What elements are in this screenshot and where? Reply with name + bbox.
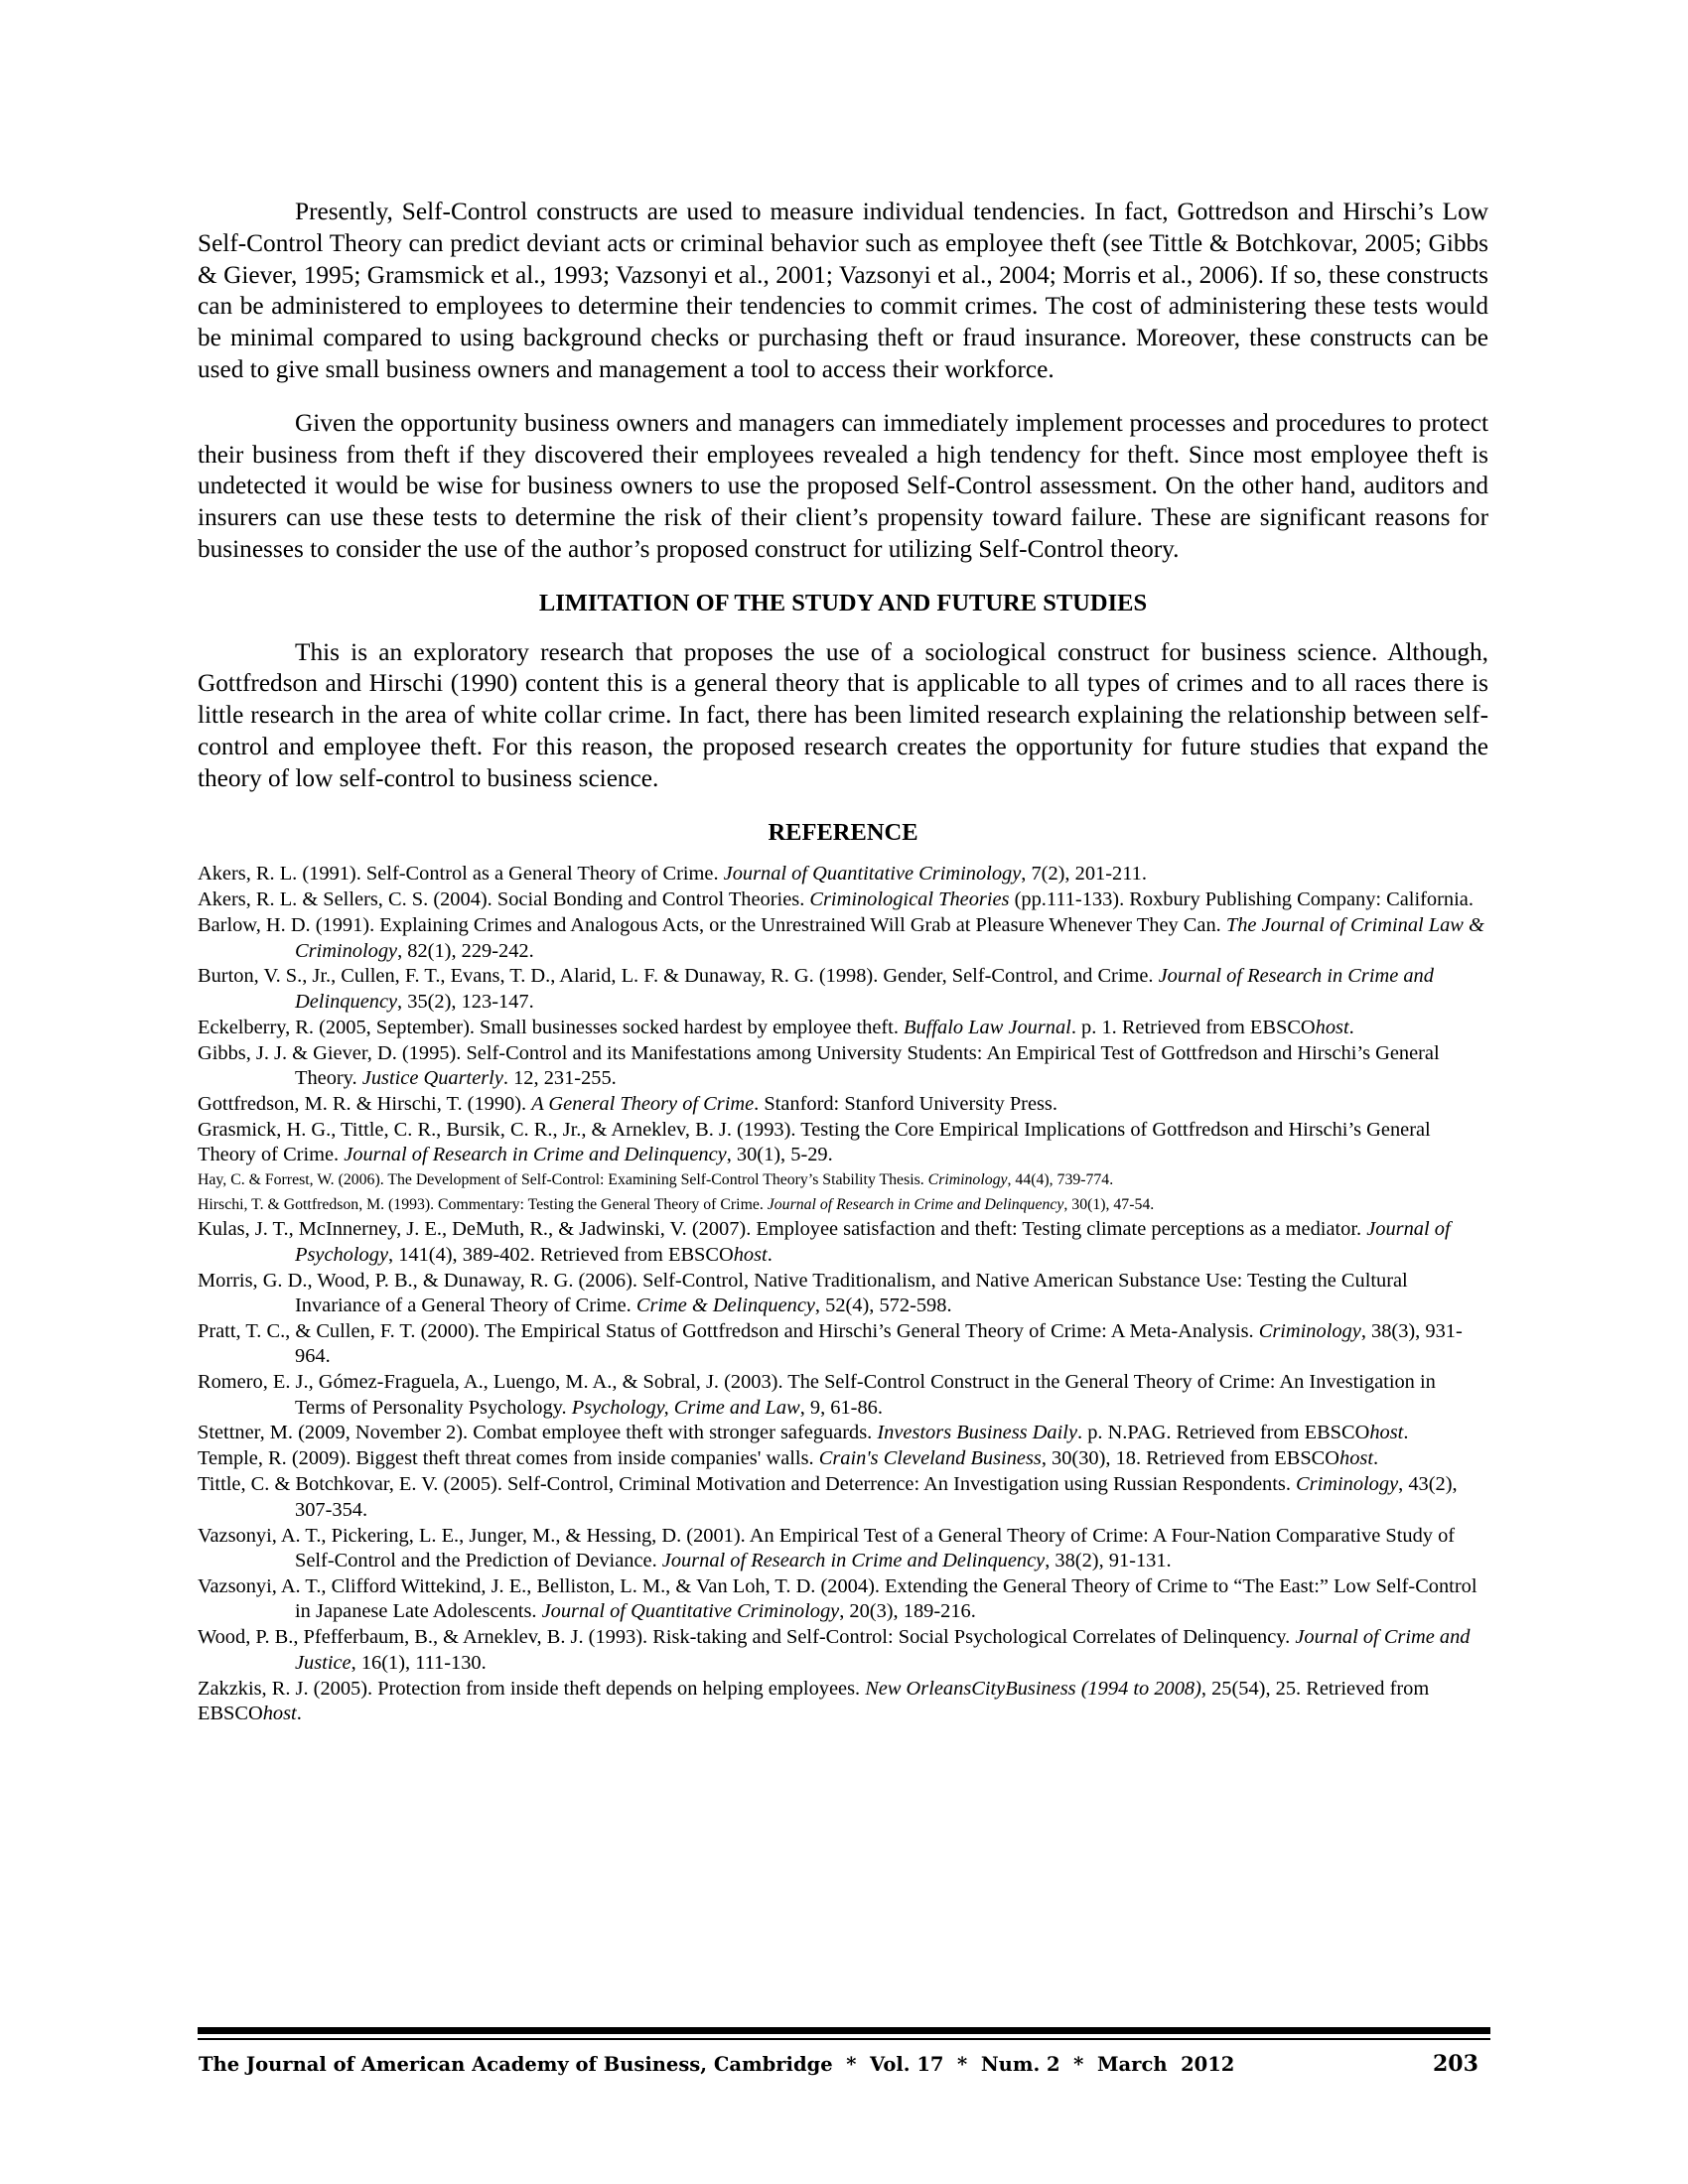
reference-text: Stettner, M. (2009, November 2). Combat employee theft with stronger safeguards.	[198, 1422, 878, 1444]
reference-source-title: host	[1369, 1422, 1404, 1444]
footer-journal-line: The Journal of American Academy of Business, Cambridge * Vol. 17 * Num. 2 * March 2012	[199, 2053, 1235, 2076]
reference-entry	[198, 1217, 1488, 1268]
limitations-heading: LIMITATION OF THE STUDY AND FUTURE STUDIES	[538, 589, 1148, 616]
reference-text: . 12, 231-255.	[502, 1067, 617, 1090]
footer-rule	[198, 2027, 1490, 2034]
reference-source-title: Crime & Delinquency	[635, 1294, 815, 1316]
reference-text: .	[1373, 1447, 1379, 1470]
reference-source-title: Criminology	[1258, 1319, 1361, 1342]
reference-source-title: host	[733, 1243, 768, 1266]
reference-text: , 25(54), 25. Retrieved from EBSCO	[198, 1677, 1430, 1724]
reference-text: Eckelberry, R. (2005, September). Small businesses socked hardest by employee theft.	[198, 1016, 905, 1038]
references-heading: REFERENCE	[768, 818, 918, 846]
reference-entry	[198, 1446, 1488, 1471]
limitations-paragraph: This is an exploratory research that proposes the use of a sociological construct for business science. Although, Gottfredson and Hirschi (1990) content this is a general theory that is applicable to all types of crimes and to all races there is little research in the area of white collar crime. In fact, there has been limited research explaining the relationship between self-control and employee theft. For this reason, the proposed research creates the opportunity for future studies that expand the theory of low self-control to business science.	[198, 637, 1488, 792]
reference-entry	[198, 1269, 1488, 1319]
reference-text: , 30(1), 47-54.	[1063, 1195, 1155, 1213]
reference-text: , 141(4), 389-402. Retrieved from EBSCO	[388, 1243, 734, 1266]
reference-entry	[198, 1193, 1488, 1217]
reference-source-title: Journal of Research in Crime and Delinquency	[295, 965, 1434, 1013]
reference-source-title: host	[262, 1702, 297, 1724]
reference-text: , 35(2), 123-147.	[397, 990, 534, 1013]
reference-entry	[198, 887, 1488, 912]
reference-text: , 30(1), 5-29.	[726, 1144, 833, 1166]
reference-text: , 7(2), 201-211.	[1021, 863, 1147, 886]
reference-text: Kulas, J. T., McInnerney, J. E., DeMuth, R., & Jadwinski, V. (2007). Employee satisfaction and theft: Testing climate perceptions as a mediator.	[198, 1218, 1367, 1241]
reference-entry	[198, 913, 1488, 964]
body-paragraph-1: Presently, Self-Control constructs are used to measure individual tendencies. In fact, Gottredson and Hirschi’s Low Self-Control Theory can predict deviant acts or criminal behavior such as employee theft (see Tittle & Botchkovar, 2005; Gibbs & Giever, 1995; Gramsmick et al., 1993; Vazsonyi et al., 2001; Vazsonyi et al., 2004; Morris et al., 2006). If so, these constructs can be administered to employees to determine their tendencies to commit crimes. The cost of administering these tests would be minimal compared to using background checks or purchasing theft or fraud insurance. Moreover, these constructs can be used to give small business owners and management a tool to access their workforce.	[198, 198, 1488, 383]
reference-text: Akers, R. L. & Sellers, C. S. (2004). Social Bonding and Control Theories.	[198, 888, 810, 911]
reference-entry	[198, 1574, 1488, 1625]
reference-source-title: Criminology	[1296, 1473, 1399, 1496]
reference-source-title: New OrleansCityBusiness (1994 to 2008)	[865, 1677, 1201, 1700]
reference-text: Hay, C. & Forrest, W. (2006). The Development of Self-Control: Examining Self-Control Theory’s Stability Thesis.	[198, 1171, 928, 1189]
reference-text: Morris, G. D., Wood, P. B., & Dunaway, R. G. (2006). Self-Control, Native Traditionalism, and Native American Substance Use: Testing the Cultural Invariance of a General Theory of Crime.	[198, 1269, 1408, 1316]
reference-source-title: Journal of Research in Crime and Delinquency	[661, 1550, 1046, 1571]
reference-source-title: Journal of Crime and Justice	[295, 1626, 1471, 1674]
reference-text: Akers, R. L. (1991). Self-Control as a General Theory of Crime.	[198, 863, 724, 886]
reference-source-title: Investors Business Daily	[877, 1422, 1077, 1444]
reference-entry	[198, 862, 1488, 887]
reference-source-title: host	[1315, 1016, 1349, 1038]
reference-entry	[198, 1118, 1488, 1168]
reference-text: .	[1403, 1422, 1409, 1444]
reference-text: Grasmick, H. G., Tittle, C. R., Bursik, C. R., Jr., & Arneklev, B. J. (1993). Testing the Core Empirical Implications of Gottfredson and Hirschi’s General Theory of Crime.	[198, 1118, 1431, 1166]
reference-entry	[198, 1168, 1488, 1192]
reference-source-title: Buffalo Law Journal	[904, 1016, 1071, 1038]
reference-source-title: Justice Quarterly	[361, 1067, 503, 1090]
reference-text: , 20(3), 189-216.	[839, 1600, 976, 1623]
reference-entry	[198, 1319, 1488, 1370]
reference-source-title: Journal of Quantitative Criminology	[723, 863, 1022, 886]
reference-text: Zakzkis, R. J. (2005). Protection from inside theft depends on helping employees.	[198, 1677, 866, 1700]
reference-text: , 44(4), 739-774.	[1007, 1171, 1114, 1189]
reference-entry	[198, 1370, 1488, 1421]
reference-text: . p. N.PAG. Retrieved from EBSCO	[1077, 1422, 1370, 1444]
reference-text: Romero, E. J., Gómez-Fraguela, A., Luengo, M. A., & Sobral, J. (2003). The Self-Control Construct in the General Theory of Crime: An Investigation in Terms of Personality Psychology.	[198, 1371, 1436, 1419]
reference-text: , 43(2), 307-354.	[295, 1473, 1458, 1521]
reference-text: , 16(1), 111-130.	[351, 1651, 487, 1674]
page-number: 203	[1433, 2051, 1478, 2077]
reference-text: Vazsonyi, A. T., Clifford Wittekind, J. E., Belliston, L. M., & Van Loh, T. D. (2004). Extending the General Theory of Crime to “The East:” Low Self-Control in Japanese Late Adolescents.	[198, 1574, 1477, 1623]
reference-text: Pratt, T. C., & Cullen, F. T. (2000). The Empirical Status of Gottfredson and Hirschi’s General Theory of Crime: A Meta-Analysis.	[198, 1319, 1259, 1342]
reference-source-title: host	[1339, 1447, 1373, 1470]
reference-source-title: Journal of Psychology	[295, 1218, 1451, 1266]
reference-text: .	[767, 1243, 773, 1266]
reference-text: Tittle, C. & Botchkovar, E. V. (2005). Self-Control, Criminal Motivation and Deterrence: An Investigation using Russian Respondents.	[198, 1473, 1297, 1496]
reference-entry	[198, 1524, 1488, 1574]
reference-entry	[198, 1472, 1488, 1523]
reference-text: Temple, R. (2009). Biggest theft threat comes from inside companies' walls.	[198, 1447, 819, 1470]
reference-text: , 9, 61-86.	[799, 1396, 883, 1419]
body-paragraph-2: Given the opportunity business owners and managers can immediately implement processes and procedures to protect their business from theft if they discovered their employees revealed a high tendency for theft. Since most employee theft is undetected it would be wise for business owners to use the proposed Self-Control assessment. On the other hand, auditors and insurers can use these tests to determine the risk of their client’s propensity toward failure. These are significant reasons for businesses to consider the use of the author’s proposed construct for utilizing Self-Control theory.	[198, 408, 1488, 563]
reference-entry	[198, 964, 1488, 1015]
reference-text: Burton, V. S., Jr., Cullen, F. T., Evans, T. D., Alarid, L. F. & Dunaway, R. G. (1998). Gender, Self-Control, and Crime.	[198, 965, 1159, 988]
reference-source-title: A General Theory of Crime	[531, 1093, 755, 1115]
reference-text: , 38(3), 931-964.	[295, 1319, 1463, 1368]
reference-source-title: Crain's Cleveland Business	[818, 1447, 1042, 1470]
reference-text: , 82(1), 229-242.	[397, 939, 534, 962]
reference-text: (pp.111-133). Roxbury Publishing Company: California.	[1009, 888, 1474, 911]
reference-text: . Stanford: Stanford University Press.	[754, 1093, 1057, 1115]
reference-text: .	[1348, 1016, 1354, 1038]
footer-rule-thin	[198, 2038, 1490, 2040]
reference-entry	[198, 1092, 1488, 1117]
reference-text: , 30(30), 18. Retrieved from EBSCO	[1041, 1447, 1339, 1470]
reference-source-title: Journal of Research in Crime and Delinquency	[767, 1195, 1064, 1213]
reference-entry	[198, 1625, 1488, 1676]
reference-source-title: Criminological Theories	[809, 888, 1010, 911]
reference-entry	[198, 1041, 1488, 1092]
reference-text: Gottfredson, M. R. & Hirschi, T. (1990).	[198, 1093, 532, 1115]
reference-text: Barlow, H. D. (1991). Explaining Crimes and Analogous Acts, or the Unrestrained Will Grab at Pleasure Whenever They Can.	[198, 914, 1226, 937]
reference-text: Vazsonyi, A. T., Pickering, L. E., Junger, M., & Hessing, D. (2001). An Empirical Test of a General Theory of Crime: A Four-Nation Comparative Study of Self-Control and the Prediction of Deviance.	[198, 1524, 1456, 1571]
reference-entry	[198, 1421, 1488, 1445]
reference-list	[198, 862, 1488, 1727]
reference-text: .	[296, 1702, 302, 1724]
reference-entry	[198, 1677, 1488, 1727]
reference-entry	[198, 1016, 1488, 1040]
reference-text: . p. 1. Retrieved from EBSCO	[1070, 1016, 1316, 1038]
reference-text: Gibbs, J. J. & Giever, D. (1995). Self-Control and its Manifestations among University Students: An Empirical Test of Gottfredson and Hirschi’s General Theory.	[198, 1041, 1440, 1090]
reference-source-title: Criminology	[927, 1171, 1008, 1189]
reference-source-title: Psychology, Crime and Law	[571, 1396, 800, 1419]
reference-text: , 38(2), 91-131.	[1045, 1550, 1172, 1571]
reference-text: Wood, P. B., Pfefferbaum, B., & Arneklev, B. J. (1993). Risk-taking and Self-Control: Social Psychological Correlates of Delinquency.	[198, 1626, 1296, 1649]
reference-text: , 52(4), 572-598.	[814, 1294, 952, 1316]
reference-source-title: Journal of Quantitative Criminology	[541, 1600, 840, 1623]
reference-source-title: The Journal of Criminal Law & Criminology	[295, 914, 1484, 962]
main-body	[198, 197, 1488, 866]
reference-source-title: Journal of Research in Crime and Delinquency	[344, 1144, 727, 1166]
reference-text: Hirschi, T. & Gottfredson, M. (1993). Commentary: Testing the General Theory of Crime.	[198, 1195, 768, 1213]
